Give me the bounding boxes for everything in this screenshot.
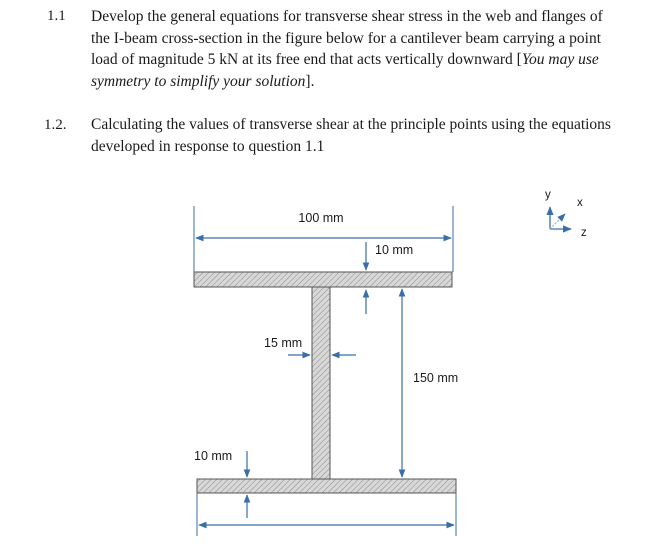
label-web-thickness: 15 mm — [264, 336, 303, 350]
label-flange-width: 100 mm — [298, 211, 344, 225]
axis-label-z: z — [581, 227, 587, 239]
axis-label-x: x — [577, 197, 583, 209]
x-axis-arrow — [550, 214, 565, 229]
axis-label-y: y — [545, 189, 551, 201]
axes-indicator — [545, 189, 587, 239]
question-number-1-1: 1.1 — [47, 8, 66, 24]
label-bottom-flange-thickness: 10 mm — [194, 449, 233, 463]
question-1-1-line-3: load of magnitude 5 kN at its free end that acts vertically downward [You may use — [91, 51, 599, 68]
question-1-2-line-1: Calculating the values of transverse shear at the principle points using the equations — [91, 116, 611, 133]
question-1-2-line-2: developed in response to question 1.1 — [91, 137, 325, 155]
question-number-1-2: 1.2. — [44, 117, 67, 133]
label-height: 150 mm — [413, 371, 459, 385]
web — [312, 287, 330, 479]
question-1-1-line-2: the I-beam cross-section in the figure below for a cantilever beam carrying a point — [91, 29, 602, 47]
label-flange-thickness: 10 mm — [375, 243, 414, 257]
question-1-1-line-4: symmetry to simplify your solution]. — [91, 72, 315, 90]
bottom-flange — [197, 479, 456, 493]
top-flange — [194, 272, 452, 287]
question-1-1-line-1: Develop the general equations for transverse shear stress in the web and flanges of — [91, 8, 603, 25]
